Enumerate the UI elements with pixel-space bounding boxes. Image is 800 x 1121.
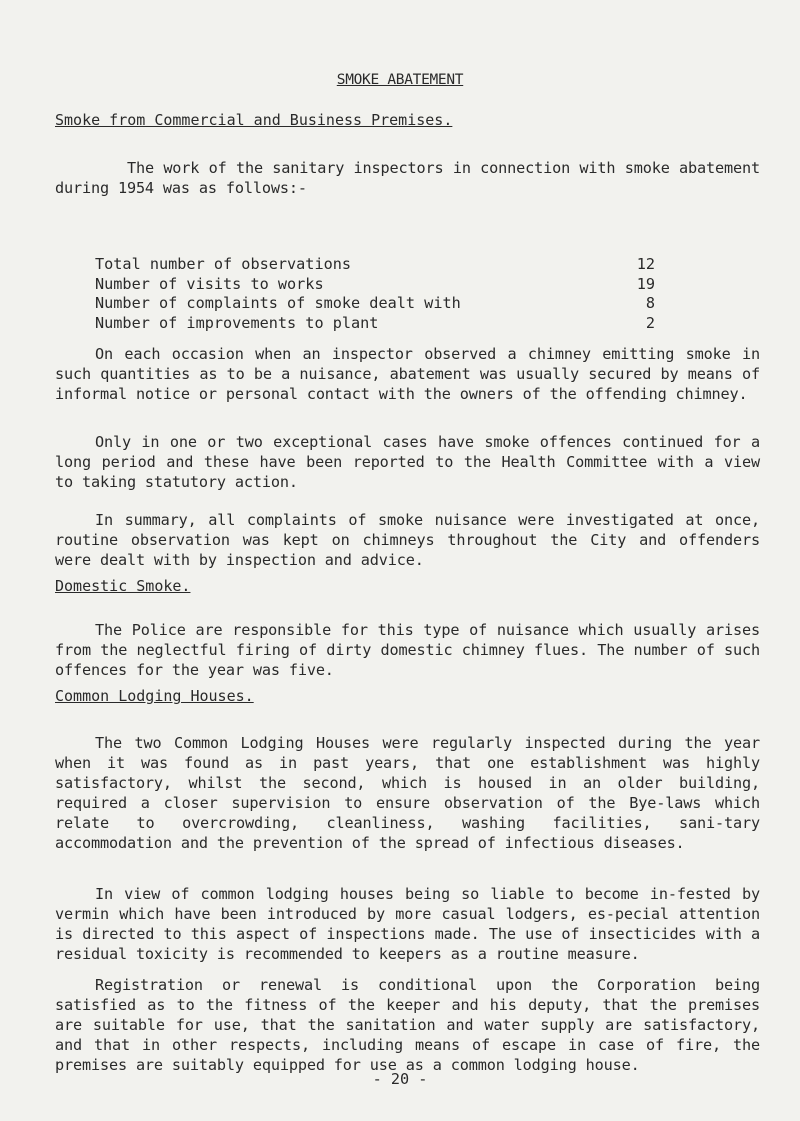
stat-label: Number of visits to works [95,274,324,293]
heading-commercial-smoke: Smoke from Commercial and Business Premises. [55,111,453,129]
stat-label: Total number of observations [95,255,352,273]
page-title: SMOKE ABATEMENT [336,72,464,88]
paragraph-exceptional-cases: Only in one or two exceptional cases have smoke offences continued for a long period and these have been reported to the Health Committee with a view to taking statutory action. [55,433,760,491]
heading-lodging-houses: Common Lodging Houses. [55,687,254,705]
paragraph-vermin: In view of common lodging houses being so liable to become in-fested by vermin which have been introduced by more casual lodgers, es-pecial attention is directed to this aspect of inspections made. The use of insecticides with a residual toxicity is recommended to keepers as a routine measure. [55,885,760,963]
paragraph-domestic-smoke: The Police are responsible for this type of nuisance which usually arises from the neglectful firing of dirty domestic chimney flues. The number of such offences for the year was five. [55,621,760,679]
paragraph-summary: In summary, all complaints of smoke nuisance were investigated at once, routine observation was kept on chimneys throughout the City and offenders were dealt with by inspection and advice. [55,511,760,569]
stat-label: Number of improvements to plant [95,313,379,332]
stat-value: 12 [636,255,655,273]
heading-domestic-smoke: Domestic Smoke. [55,577,191,595]
stat-row [95,314,655,334]
statistics-list [95,255,655,333]
paragraph-lodging-inspection: The two Common Lodging Houses were regularly inspected during the year when it was found as in past years, that one establishment was highly satisfactory, whilst the second, which is housed in an older building, required a closer supervision to ensure observation of the Bye-laws which relate to overcrowding, cleanliness, washing facilities, sani-tary accommodation and the prevention of the spread of infectious diseases. [55,734,760,852]
paragraph-registration: Registration or renewal is conditional upon the Corporation being satisfied as to the fitness of the keeper and his deputy, that the premises are suitable for use, that the sanitation and water supply are satisfactory, and that in other respects, including means of escape in case of fire, the premises are suitably equipped for use as a common lodging house. [55,976,760,1074]
stat-row [95,275,655,295]
stat-row [95,294,655,314]
stat-value: 2 [645,313,655,332]
paragraph-abatement: On each occasion when an inspector observed a chimney emitting smoke in such quantities as to be a nuisance, abatement was usually secured by means of informal notice or personal contact with the owners of the offending chimney. [55,345,760,403]
intro-paragraph: The work of the sanitary inspectors in connection with smoke abatement during 1954 was as follows:- [55,159,760,197]
stat-value: 8 [645,294,655,312]
page-number: - 20 - [372,1070,428,1088]
stat-value: 19 [636,274,655,293]
stat-label: Number of complaints of smoke dealt with [95,294,461,312]
stat-row [95,255,655,275]
